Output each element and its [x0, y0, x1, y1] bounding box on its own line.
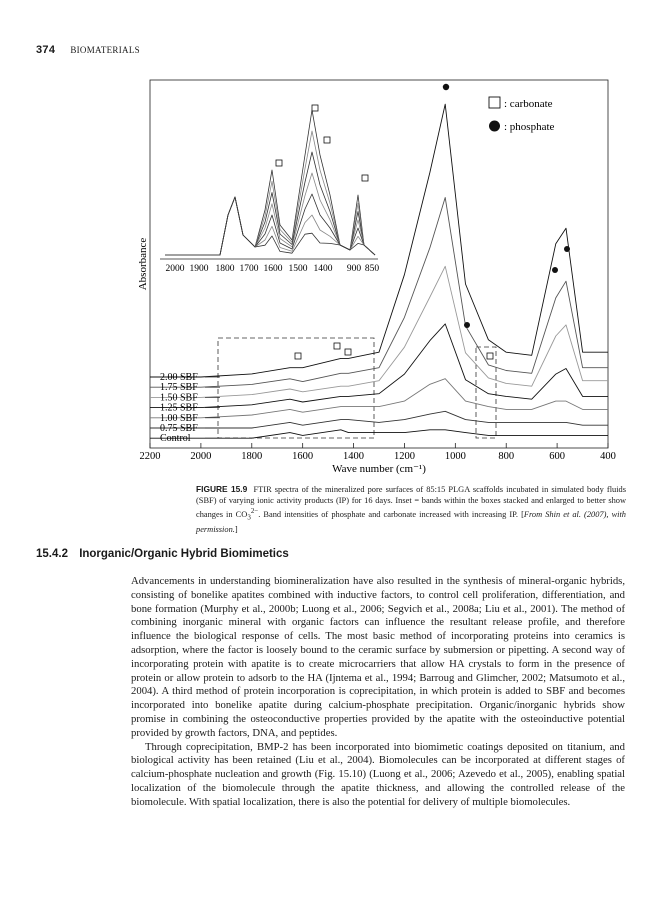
inset-curve [165, 197, 375, 255]
spectrum-line-0-75-sbf [150, 411, 608, 428]
x-tick-label: 800 [498, 451, 515, 462]
inset-tick-label: 1700 [239, 264, 259, 274]
figure-caption [196, 484, 626, 535]
inset-curve [165, 194, 375, 255]
carbonate-marker-4 [487, 353, 493, 359]
carbonate-marker-2 [334, 343, 340, 349]
spectrum-line-2-00-sbf [150, 104, 608, 377]
phosphate-legend-icon [489, 121, 500, 132]
caption-label: FIGURE 15.9 [196, 484, 248, 494]
series-label: 0.75 SBF [160, 423, 198, 434]
x-tick-label: 2000 [190, 451, 212, 462]
series-label: 1.75 SBF [160, 382, 198, 394]
inset-curve [165, 152, 375, 255]
phosphate-marker-603 [552, 267, 558, 273]
inset-plot [160, 105, 379, 274]
series-label: 1.25 SBF [160, 402, 198, 414]
section-title: Inorganic/Organic Hybrid Biomimetics [79, 548, 289, 560]
caption-text-1: FTIR spectra of the mineralized pore surfaces of 85:15 PLGA scaffolds incubated in simulated body fluids (SBF) of varying ionic activity products (IP) for 16 days. Inset = bands within the boxes stacked and enlarged to better show changes in CO [196, 485, 626, 520]
series-label: 1.50 SBF [160, 392, 198, 404]
series-labels [160, 372, 220, 444]
x-tick-label: 1200 [393, 451, 415, 462]
series-label: 1.00 SBF [160, 412, 198, 424]
x-axis-label: Wave number (cm⁻¹) [332, 463, 426, 475]
paragraph-1: Advancements in understanding biomineralization have also resulted in the synthesis of mineral-organic hybrids, consisting of bonelike apatites combined with inductive factors, to control cell proliferation, differentiation, and bone formation (Murphy et al., 2000b; Luong et al., 2006; Segvich et al., 2008a; Liu et al., 2001). The method of combining inorganic mineral with organic factors can influence the resultant release profile, and therefore influence the biological response of cells. The most basic method of incorporating proteins into ceramics is adsorption, where the factor is loosely bound to the ceramic surface by submersion or pipetting. A second way of incorporating protein with apatite is to create microcarriers that allow HA crystals to form in the presence of protein or allow protein to adsorb to the HA (Ijntema et al., 1994; Barroug and Glimcher, 2002; Matsumoto et al., 2004). A third method of protein incorporation is coprecipitation, in which protein is added to SBF and becomes incorporated into bonelike apatite during calcium-phosphate precipitation. Organic/inorganic hybrids show promise in combining the osteoconductive properties provided by the apatite with the osteoinductive potential provided by growth factors, DNA, and peptides. [131, 575, 625, 739]
x-tick-label: 600 [549, 451, 565, 462]
series-label: 2.00 SBF [160, 372, 198, 383]
x-tick-label: 1400 [343, 451, 365, 462]
legend-phosphate: : phosphate [504, 121, 555, 133]
legend-carbonate: : carbonate [504, 98, 553, 110]
y-axis-label: Absorbance [137, 237, 149, 291]
x-tick-label: 1000 [444, 451, 466, 462]
caption-text-3: ] [234, 525, 238, 535]
series-label: Control [160, 433, 191, 445]
caption-source: From Shin et al. (2007), with permission. [196, 510, 626, 535]
inset-curve [165, 173, 375, 255]
caption-subscript: 3 [247, 513, 251, 522]
spectrum-line-control [150, 430, 608, 438]
phosphate-marker-1042 [443, 84, 449, 90]
body-text [131, 575, 625, 810]
inset-curve [165, 110, 375, 255]
spectrum-line-1-50-sbf [150, 266, 608, 397]
inset-tick-label: 1600 [263, 264, 283, 274]
x-tick-label: 400 [600, 451, 616, 462]
inset-carbonate-marker-4 [362, 175, 368, 181]
inset-curve [165, 131, 375, 255]
inset-tick-label: 1900 [189, 264, 209, 274]
x-tick-label: 1800 [241, 451, 263, 462]
phosphate-marker-960 [464, 322, 470, 328]
section-number: 15.4.2 [36, 548, 68, 560]
x-axis-ticks [140, 443, 616, 462]
caption-superscript: 2− [250, 507, 259, 516]
paragraph-2: Through coprecipitation, BMP-2 has been incorporated into biomimetic coatings deposited on titanium, and biological activity has been retained (Liu et al., 2004). Biomolecules can be incorporated at different stages of calcium-phosphate nucleation and growth (Fig. 15.10) (Luong et al., 2006; Azevedo et al., 2005), enabling spatial localization of the biomolecule through the apatite thickness, and allowing the controlled release of the biomolecule. With spatial localization, there is also the potential for delivery of multiple biomolecules. [131, 740, 625, 808]
section-heading [36, 548, 289, 560]
legend [489, 97, 555, 133]
inset-tick-label: 1400 [313, 264, 333, 274]
spectrum-line-1-25-sbf [150, 324, 608, 408]
caption-text-2: . Band intensities of phosphate and carbonate increased with increasing IP. [ [258, 510, 524, 520]
carbonate-legend-icon [489, 97, 500, 108]
x-tick-label: 1600 [292, 451, 314, 462]
inset-carbonate-marker-1 [276, 160, 282, 166]
inset-ticks [166, 264, 380, 274]
page-number: 374 [36, 44, 56, 56]
inset-curves [165, 110, 375, 255]
inset-carbonate-marker-3 [324, 137, 330, 143]
carbonate-marker-3 [345, 349, 351, 355]
x-tick-label: 2200 [139, 451, 161, 462]
inset-tick-label: 850 [364, 264, 380, 274]
spectrum-line-1-00-sbf [150, 379, 608, 418]
inset-tick-label: 2000 [165, 264, 185, 274]
inset-tick-label: 1800 [215, 264, 235, 274]
inset-tick-label: 900 [346, 264, 362, 274]
spectrum-line-1-75-sbf [150, 198, 608, 388]
inset-curve [165, 197, 375, 255]
carbonate-marker-1 [295, 353, 301, 359]
inset-tick-label: 1500 [288, 264, 308, 274]
running-title: BIOMATERIALS [70, 45, 140, 55]
phosphate-marker-565 [564, 246, 570, 252]
inset-carbonate-marker-2 [312, 105, 318, 111]
